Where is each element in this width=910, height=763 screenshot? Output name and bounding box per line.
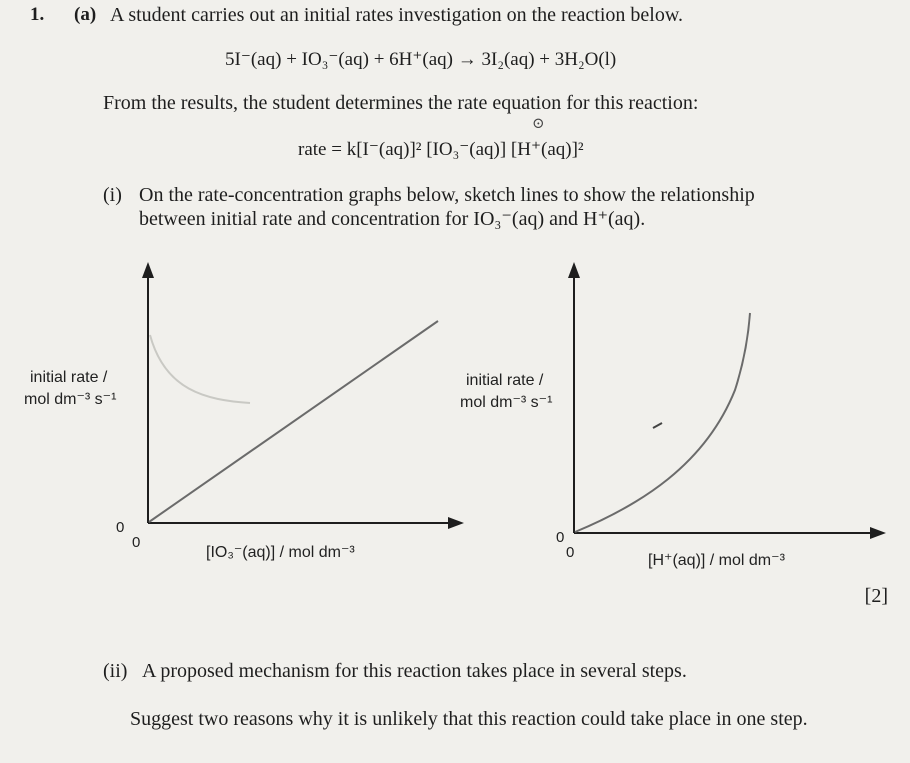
left-graph-ylabel-line1: initial rate / xyxy=(30,369,108,386)
part-ii-text: A proposed mechanism for this reaction takes place in several steps. xyxy=(142,660,687,682)
reaction-equation: 5I⁻(aq) + IO₃⁻(aq) + 6H⁺(aq) → 3I₂(aq) + 3H₂O(l) xyxy=(225,49,617,70)
part-i-text-line1: On the rate-concentration graphs below, sketch lines to show the relationship xyxy=(139,184,755,206)
question-number: 1. xyxy=(30,4,45,25)
rate-equation: rate = k[I⁻(aq)]² [IO₃⁻(aq)] [H⁺(aq)]² xyxy=(298,139,584,160)
left-graph-origin-x: 0 xyxy=(132,534,141,551)
part-i-text-line2: between initial rate and concentration for IO₃⁻(aq) and H⁺(aq). xyxy=(139,208,646,230)
suggest-text: Suggest two reasons why it is unlikely that this reaction could take place in one step. xyxy=(130,708,808,730)
part-i-label: (i) xyxy=(103,184,122,206)
left-graph-origin-y: 0 xyxy=(116,519,125,536)
right-graph-y-arrow xyxy=(568,262,580,278)
right-graph-ylabel-line2: mol dm⁻³ s⁻¹ xyxy=(460,394,553,411)
right-graph-xlabel: [H⁺(aq)] / mol dm⁻³ xyxy=(648,552,785,569)
handwritten-circle-mark: ⊙ xyxy=(532,116,545,132)
results-text: From the results, the student determines the rate equation for this reaction: xyxy=(103,92,699,114)
left-graph xyxy=(142,262,464,529)
left-graph-sketch-line xyxy=(149,321,438,522)
left-graph-y-arrow xyxy=(142,262,154,278)
marks-label: [2] xyxy=(864,585,888,607)
left-graph-xlabel: [IO₃⁻(aq)] / mol dm⁻³ xyxy=(206,544,355,561)
right-graph-x-arrow xyxy=(870,527,886,539)
part-label-a: (a) xyxy=(74,4,97,25)
right-graph-origin-y: 0 xyxy=(556,529,565,546)
left-graph-ylabel-line2: mol dm⁻³ s⁻¹ xyxy=(24,391,117,408)
left-graph-x-arrow xyxy=(448,517,464,529)
right-graph-sketch-curve xyxy=(575,313,750,532)
right-graph-pencil-tick xyxy=(653,423,662,428)
intro-text: A student carries out an initial rates investigation on the reaction below. xyxy=(110,4,683,26)
part-ii-label: (ii) xyxy=(103,660,128,682)
left-graph-erased-curve xyxy=(150,335,250,403)
right-graph-ylabel-line1: initial rate / xyxy=(466,372,544,389)
right-graph-origin-x: 0 xyxy=(566,544,575,561)
right-graph xyxy=(568,262,886,539)
